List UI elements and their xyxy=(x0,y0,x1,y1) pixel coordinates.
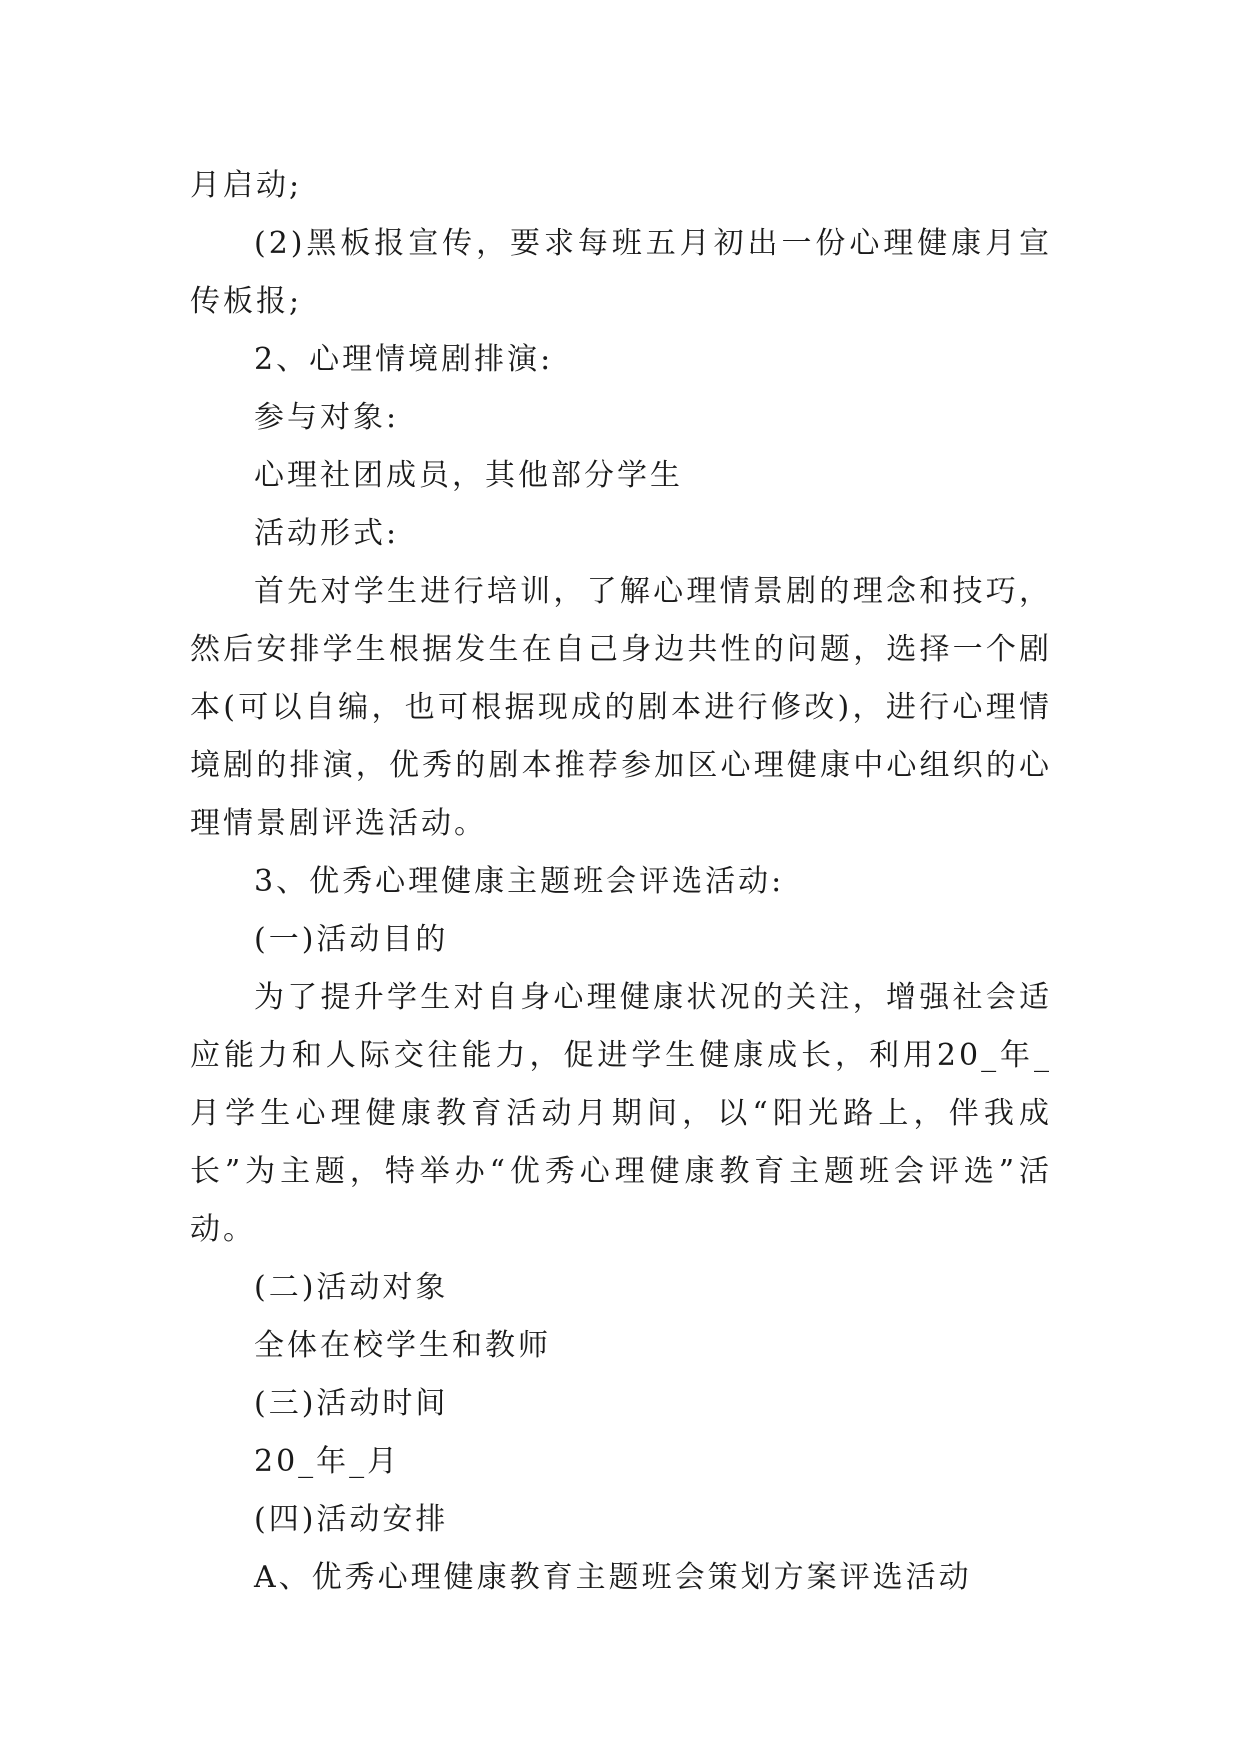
section-heading: 3、优秀心理健康主题班会评选活动: xyxy=(254,864,785,899)
subsection-heading: (三)活动时间 xyxy=(254,1386,449,1421)
paragraph: 活动形式: xyxy=(254,516,400,551)
paragraph: (2)黑板报宣传，要求每班五月初出一份心理健康月宣传板报; xyxy=(190,226,1052,319)
paragraph: 首先对学生进行培训，了解心理情景剧的理念和技巧，然后安排学生根据发生在自己身边共性的问题，选择一个剧本(可以自编，也可根据现成的剧本进行修改)，进行心理情境剧的排演，优秀的剧本推荐参加区心理健康中心组织的心理情景剧评选活动。 xyxy=(190,574,1052,841)
paragraph: 心理社团成员，其他部分学生 xyxy=(254,458,683,493)
paragraph: 月启动; xyxy=(190,168,303,203)
subsection-heading: (一)活动目的 xyxy=(254,922,449,957)
paragraph: 全体在校学生和教师 xyxy=(254,1328,551,1363)
section-heading: 2、心理情境剧排演: xyxy=(254,342,554,377)
paragraph: 参与对象: xyxy=(254,400,400,435)
paragraph: 为了提升学生对自身心理健康状况的关注，增强社会适应能力和人际交往能力，促进学生健康成长，利用20_年_月学生心理健康教育活动月期间，以“阳光路上，伴我成长”为主题，特举办“优秀心理健康教育主题班会评选”活动。 xyxy=(190,980,1052,1247)
document-body xyxy=(190,157,1052,1607)
paragraph: 20_年_月 xyxy=(254,1444,401,1479)
subsection-heading: (四)活动安排 xyxy=(254,1502,449,1537)
subsection-heading: (二)活动对象 xyxy=(254,1270,449,1305)
paragraph: A、优秀心理健康教育主题班会策划方案评选活动 xyxy=(254,1560,972,1595)
